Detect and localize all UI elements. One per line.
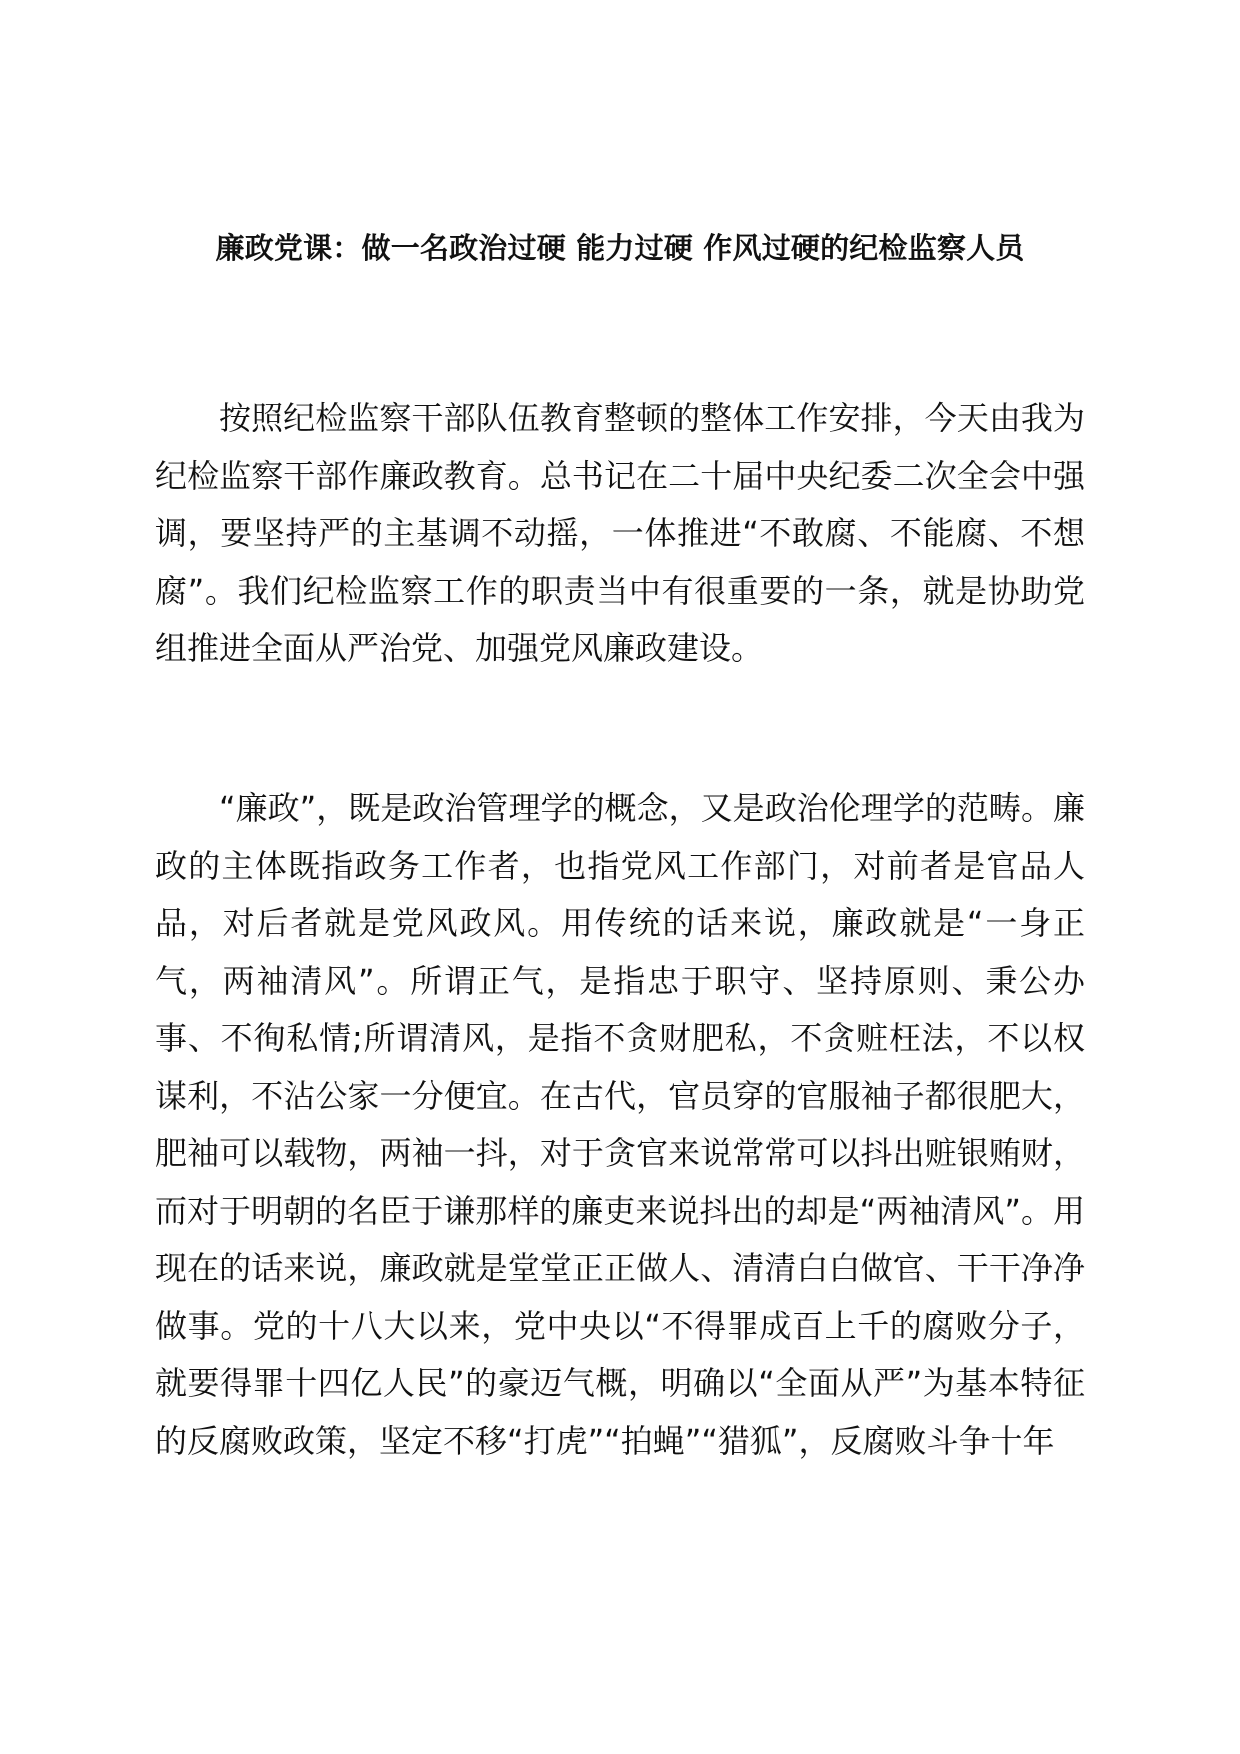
document-title: 廉政党课：做一名政治过硬 能力过硬 作风过硬的纪检监察人员 [215, 231, 1025, 265]
paragraph-integrity: “廉政”，既是政治管理学的概念，又是政治伦理学的范畴。廉政的主体既指政务工作者，也指党风工作部门，对前者是官品人品，对后者就是党风政风。用传统的话来说，廉政就是“一身正气，两袖清风”。所谓正气，是指忠于职守、坚持原则、秉公办事、不徇私情;所谓清风，是指不贪财肥私，不贪赃枉法，不以权谋利，不沾公家一分便宜。在古代，官员穿的官服袖子都很肥大，肥袖可以载物，两袖一抖，对于贪官来说常常可以抖出赃银贿财，而对于明朝的名臣于谦那样的廉吏来说抖出的却是“两袖清风”。用现在的话来说，廉政就是堂堂正正做人、清清白白做官、干干净净做事。党的十八大以来，党中央以“不得罪成百上千的腐败分子，就要得罪十四亿人民”的豪迈气概，明确以“全面从严”为基本特征的反腐败政策，坚定不移“打虎”“拍蝇”“猎狐”，反腐败斗争十年 [155, 789, 1085, 1460]
paragraph-intro: 按照纪检监察干部队伍教育整顿的整体工作安排，今天由我为纪检监察干部作廉政教育。总书记在二十届中央纪委二次全会中强调，要坚持严的主基调不动摇，一体推进“不敢腐、不能腐、不想腐”。我们纪检监察工作的职责当中有很重要的一条，就是协助党组推进全面从严治党、加强党风廉政建设。 [155, 399, 1085, 667]
